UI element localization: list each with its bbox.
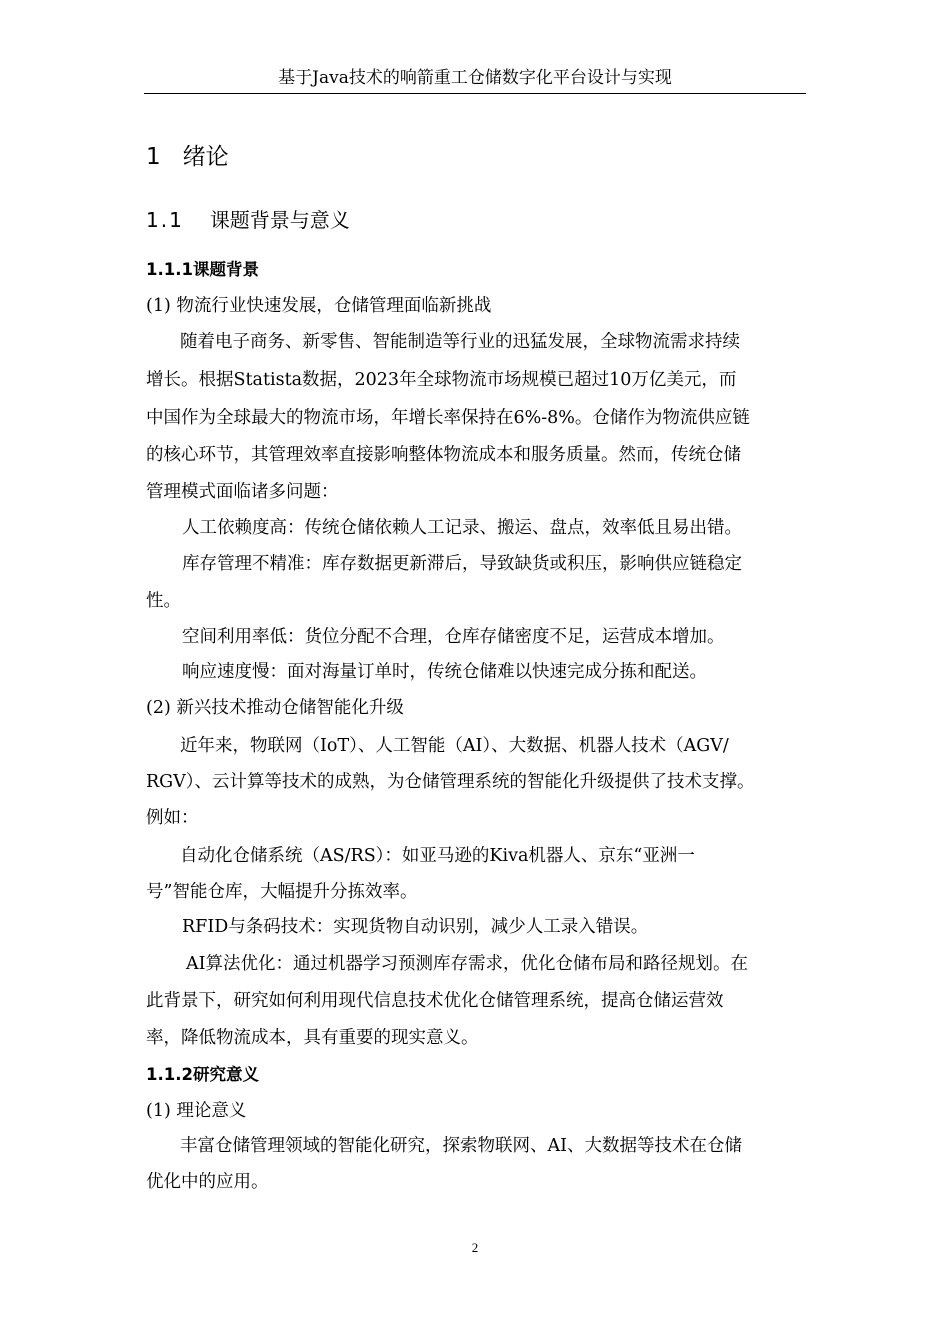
subsection-heading-background: 1.1.1课题背景: [146, 260, 259, 279]
list-item: 响应速度慢：面对海量订单时，传统仓储难以快速完成分拣和配送。: [182, 662, 707, 682]
paragraph-line: 的核心环节，其管理效率直接影响整体物流成本和服务质量。然而，传统仓储: [146, 445, 741, 465]
list-item: 空间利用率低：货位分配不合理，仓库存储密度不足，运营成本增加。: [182, 627, 725, 647]
chapter-title: 绪论: [182, 144, 229, 170]
paragraph-line: 例如：: [146, 808, 199, 828]
subsection-heading-significance: 1.1.2研究意义: [146, 1065, 259, 1084]
list-heading: (2) 新兴技术推动仓储智能化升级: [146, 698, 404, 718]
paragraph-line: 率，降低物流成本，具有重要的现实意义。: [146, 1028, 479, 1048]
list-heading: (1) 物流行业快速发展，仓储管理面临新挑战: [146, 296, 492, 316]
paragraph-line: 随着电子商务、新零售、智能制造等行业的迅猛发展，全球物流需求持续: [180, 332, 740, 352]
paragraph-line: 增长。根据Statista数据，2023年全球物流市场规模已超过10万亿美元，而: [146, 370, 737, 390]
list-item: 人工依赖度高：传统仓储依赖人工记录、搬运、盘点，效率低且易出错。: [182, 518, 742, 538]
header-divider: [144, 93, 806, 94]
paragraph-line: 近年来，物联网（IoT）、人工智能（AI）、大数据、机器人技术（AGV/: [180, 736, 729, 756]
paragraph-line: 优化中的应用。: [146, 1172, 269, 1192]
chapter-number: 1: [146, 144, 161, 170]
list-item: RFID与条码技术：实现货物自动识别，减少人工录入错误。: [182, 917, 649, 937]
page-number: 2: [471, 1240, 479, 1255]
chapter-heading: [146, 142, 229, 172]
section-title: 课题背景与意义: [209, 208, 350, 232]
section-number: 1.1: [146, 208, 184, 232]
paragraph-line: 中国作为全球最大的物流市场，年增长率保持在6%-8%。仓储作为物流供应链: [146, 408, 750, 428]
running-header: 基于Java技术的响箭重工仓储数字化平台设计与实现: [278, 68, 672, 88]
list-item: 库存管理不精准：库存数据更新滞后，导致缺货或积压，影响供应链稳定: [182, 554, 742, 574]
section-heading: [146, 206, 350, 234]
paragraph-line: 此背景下，研究如何利用现代信息技术优化仓储管理系统，提高仓储运营效: [146, 991, 724, 1011]
list-item: 自动化仓储系统（AS/RS）：如亚马逊的Kiva机器人、京东“亚洲一: [180, 846, 695, 866]
paragraph-line: 管理模式面临诸多问题：: [146, 482, 339, 502]
paragraph-line: 号”智能仓库，大幅提升分拣效率。: [146, 882, 418, 902]
list-item: AI算法优化：通过机器学习预测库存需求，优化仓储布局和路径规划。在: [186, 954, 749, 974]
paragraph-line: 性。: [146, 591, 181, 611]
paragraph-line: RGV）、云计算等技术的成熟，为仓储管理系统的智能化升级提供了技术支撑。: [146, 772, 755, 792]
list-heading: (1) 理论意义: [146, 1101, 247, 1121]
paragraph-line: 丰富仓储管理领域的智能化研究，探索物联网、AI、大数据等技术在仓储: [180, 1136, 743, 1156]
